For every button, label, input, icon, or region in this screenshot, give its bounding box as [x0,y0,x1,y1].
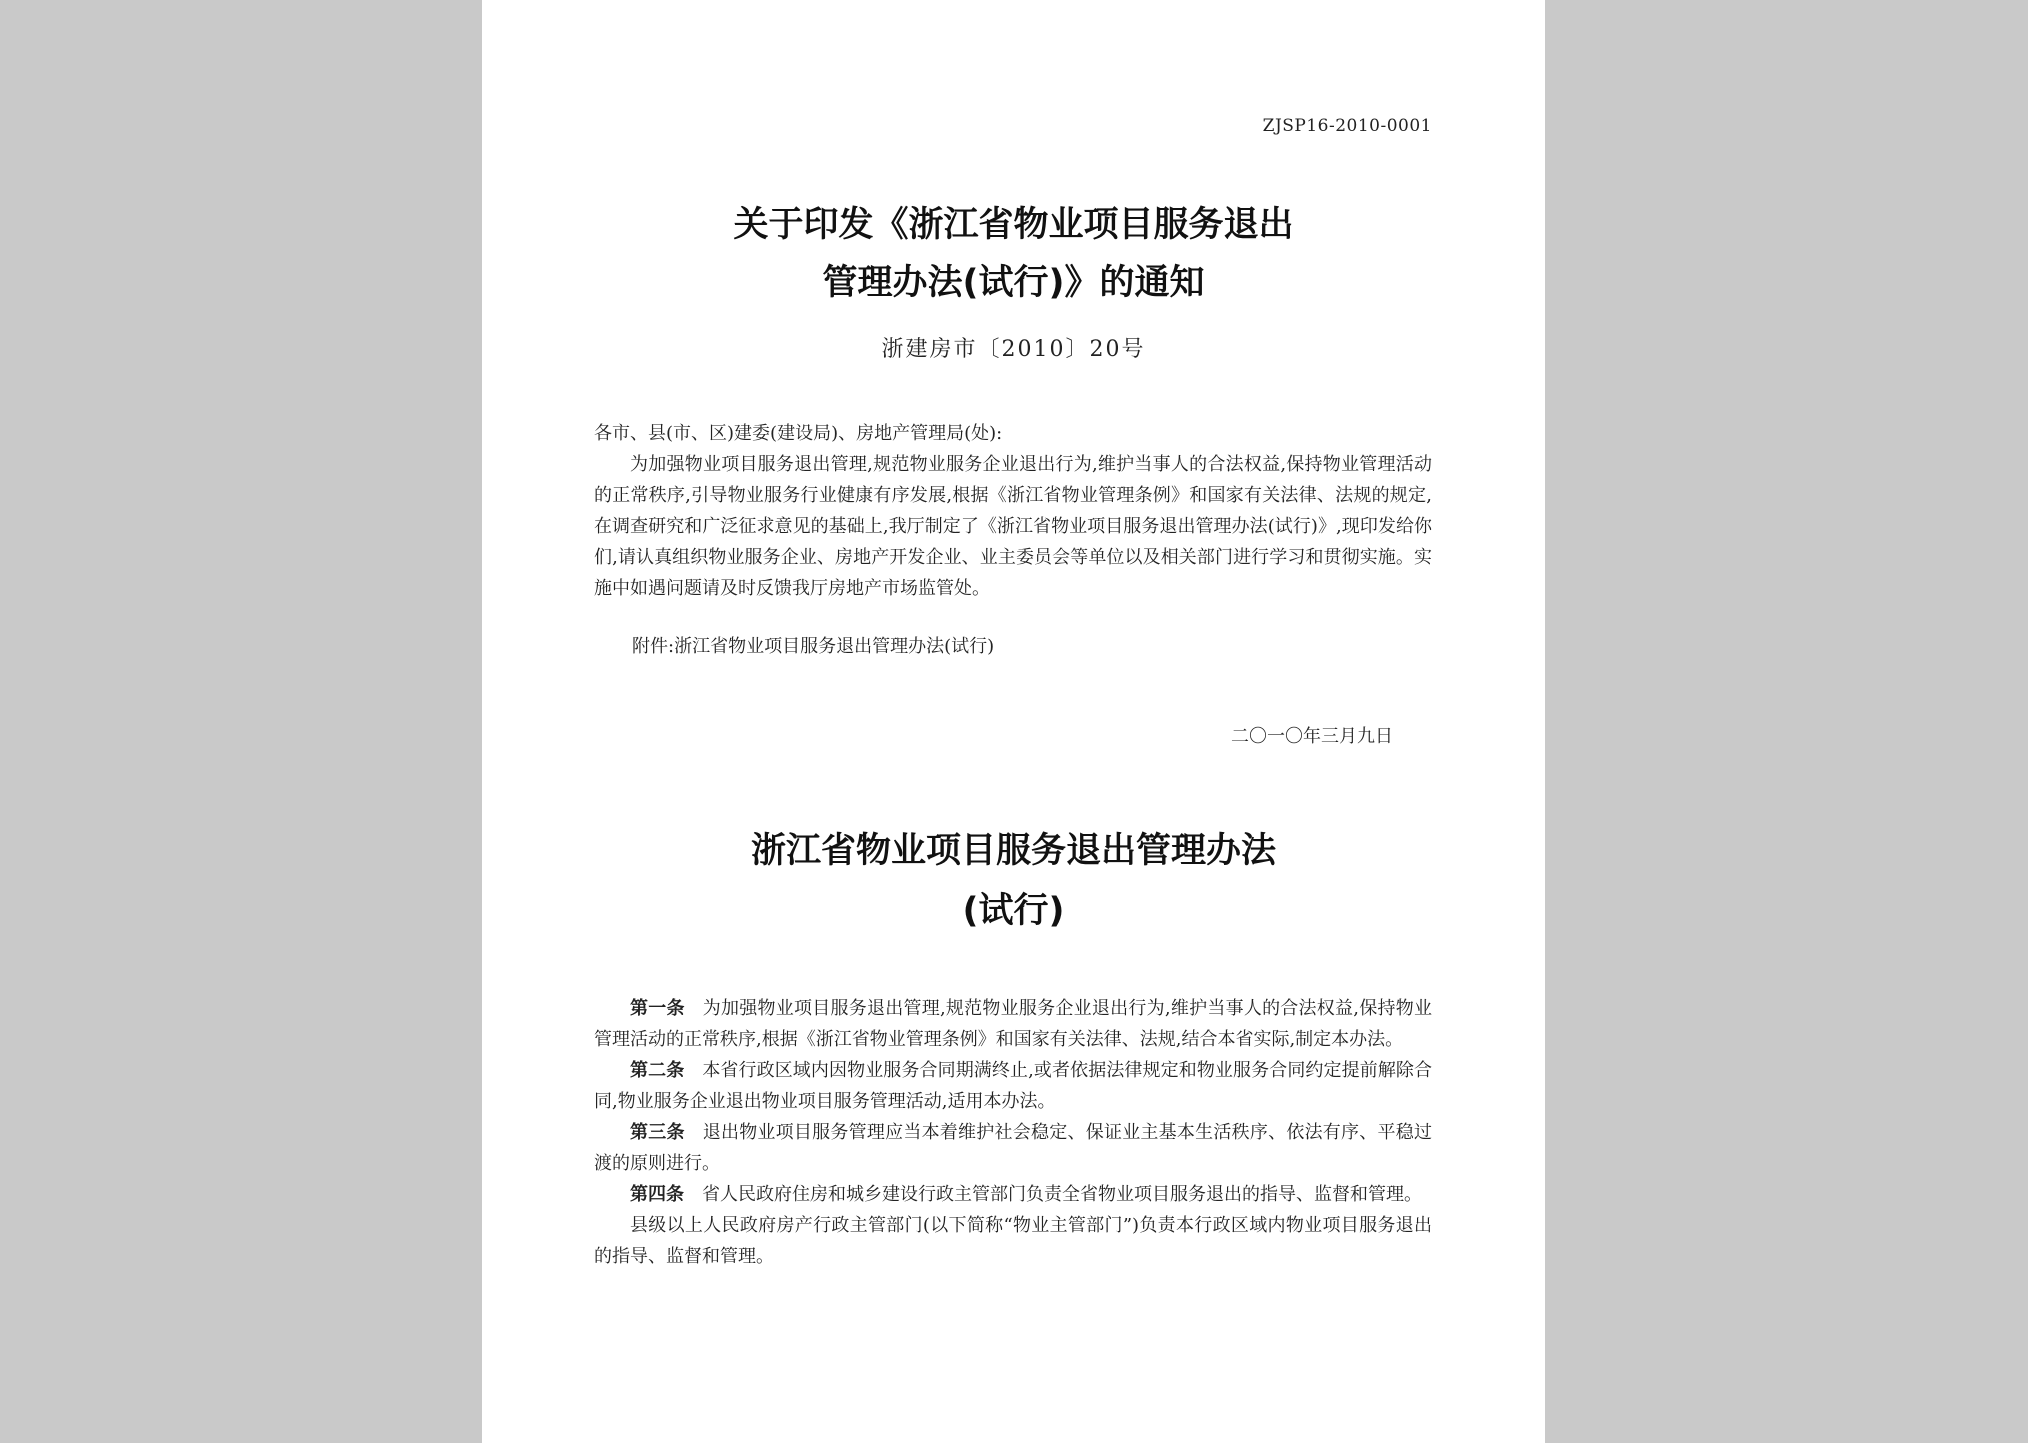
article-label: 第三条 [630,1122,685,1143]
measures-title-line-2: (试行) [962,891,1065,931]
article-3 [594,1117,1432,1179]
article-text: 省人民政府住房和城乡建设行政主管部门负责全省物业项目服务退出的指导、监督和管理。 [702,1184,1422,1205]
article-label: 第二条 [630,1060,685,1081]
document-number: 浙建房市〔2010〕20号 [881,337,1146,362]
article-text: 县级以上人民政府房产行政主管部门(以下简称“物业主管部门”)负责本行政区域内物业项目服务退出的指导、监督和管理。 [594,1215,1432,1267]
measures-title-line-1: 浙江省物业项目服务退出管理办法 [750,831,1276,871]
article-4 [594,1179,1432,1210]
attachment-line: 附件:浙江省物业项目服务退出管理办法(试行) [632,636,995,657]
notice-title-line-2: 管理办法(试行)》的通知 [822,263,1205,303]
article-text: 退出物业项目服务管理应当本着维护社会稳定、保证业主基本生活秩序、依法有序、平稳过渡的原则进行。 [594,1122,1433,1174]
notice-body: 为加强物业项目服务退出管理,规范物业服务企业退出行为,维护当事人的合法权益,保持物业管理活动的正常秩序,引导物业服务行业健康有序发展,根据《浙江省物业管理条例》和国家有关法律、法规的规定,在调查研究和广泛征求意见的基础上,我厅制定了《浙江省物业项目服务退出管理办法(试行)》,现印发给你们,请认真组织物业服务企业、房地产开发企业、业主委员会等单位以及相关部门进行学习和贯彻实施。实施中如遇问题请及时反馈我厅房地产市场监管处。 [594,454,1432,599]
measures-title [482,821,1545,941]
article-label: 第一条 [630,998,685,1019]
article-2 [594,1055,1432,1117]
salutation: 各市、县(市、区)建委(建设局)、房地产管理局(处): [594,423,1003,444]
article-label: 第四条 [630,1184,684,1205]
article-4-paragraph-2 [594,1210,1432,1272]
articles-section [594,993,1432,1272]
notice-title-line-1: 关于印发《浙江省物业项目服务退出 [733,205,1294,245]
document-code: ZJSP16-2010-0001 [1262,116,1432,136]
document-page [482,0,1545,1443]
article-1 [594,993,1432,1055]
notice-title [482,196,1545,312]
article-text: 本省行政区域内因物业服务合同期满终止,或者依据法律规定和物业服务合同约定提前解除合同,物业服务企业退出物业项目服务管理活动,适用本办法。 [594,1060,1433,1112]
article-text: 为加强物业项目服务退出管理,规范物业服务企业退出行为,维护当事人的合法权益,保持物业管理活动的正常秩序,根据《浙江省物业管理条例》和国家有关法律、法规,结合本省实际,制定本办法。 [594,998,1433,1050]
issue-date: 二〇一〇年三月九日 [1231,726,1393,747]
